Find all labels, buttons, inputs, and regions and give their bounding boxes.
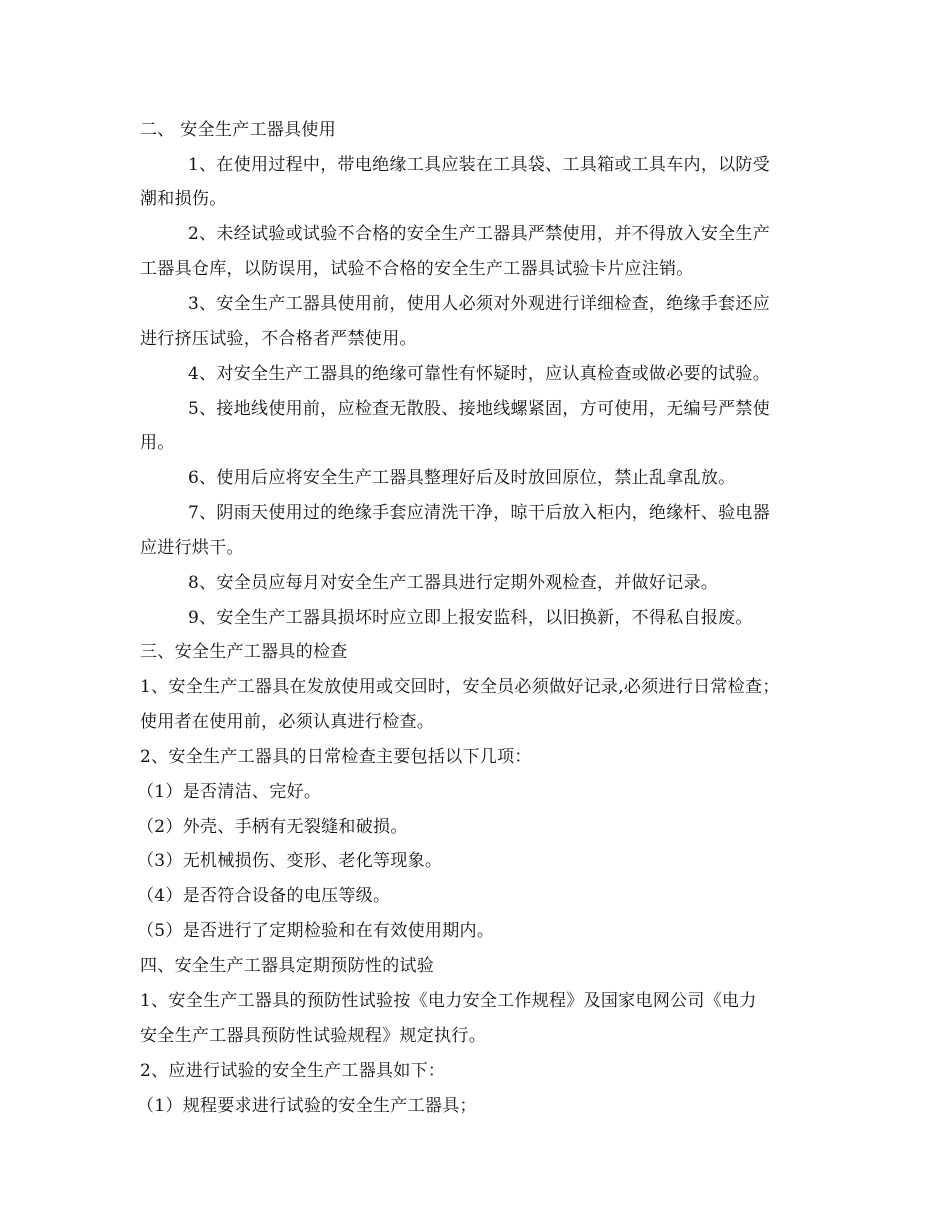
s2-item1-line1: 1、在使用过程中，带电绝缘工具应装在工具袋、工具箱或工具车内，以防受 [188, 155, 771, 175]
s2-item3-line1: 3、安全生产工器具使用前，使用人必须对外观进行详细检查，绝缘手套还应 [188, 294, 771, 314]
s2-item7-line1: 7、阴雨天使用过的绝缘手套应清洗干净，晾干后放入柜内，绝缘杆、验电器 [188, 503, 771, 523]
s3-p1-line1: 1、安全生产工器具在发放使用或交回时，安全员必须做好记录,必须进行日常检查； [140, 677, 780, 697]
s3-check-4: （4）是否符合设备的电压等级。 [137, 886, 391, 906]
s3-check-1: （1）是否清洁、完好。 [137, 782, 322, 802]
s3-p1-line2: 使用者在使用前，必须认真进行检查。 [140, 712, 435, 732]
s2-item3-line2: 进行挤压试验，不合格者严禁使用。 [140, 329, 417, 349]
s4-p1-line1: 1、安全生产工器具的预防性试验按《电力安全工作规程》及国家电网公司《电力 [140, 991, 757, 1011]
s2-item2-line1: 2、未经试验或试验不合格的安全生产工器具严禁使用，并不得放入安全生产 [188, 224, 771, 244]
s2-item2-line2: 工器具仓库，以防误用，试验不合格的安全生产工器具试验卡片应注销。 [140, 259, 694, 279]
s2-item5-line2: 用。 [140, 433, 175, 453]
s3-check-2: （2）外壳、手柄有无裂缝和破损。 [137, 817, 408, 837]
section2-heading: 二、 安全生产工器具使用 [140, 120, 337, 140]
s4-list-1: （1）规程要求进行试验的安全生产工器具； [137, 1096, 477, 1116]
s2-item6-line1: 6、使用后应将安全生产工器具整理好后及时放回原位，禁止乱拿乱放。 [188, 468, 736, 488]
section3-heading: 三、安全生产工器具的检查 [140, 642, 348, 662]
s3-check-5: （5）是否进行了定期检验和在有效使用期内。 [137, 921, 495, 941]
s2-item5-line1: 5、接地线使用前，应检查无散股、接地线螺紧固，方可使用，无编号严禁使 [188, 399, 771, 419]
section4-heading: 四、安全生产工器具定期预防性的试验 [140, 956, 435, 976]
s4-p2: 2、应进行试验的安全生产工器具如下： [140, 1061, 446, 1081]
s4-p1-line2: 安全生产工器具预防性试验规程》规定执行。 [140, 1026, 486, 1046]
s2-item7-line2: 应进行烘干。 [140, 538, 244, 558]
s2-item8-line1: 8、安全员应每月对安全生产工器具进行定期外观检查，并做好记录。 [188, 573, 719, 593]
s3-p2: 2、安全生产工器具的日常检查主要包括以下几项： [140, 747, 532, 767]
s2-item1-line2: 潮和损伤。 [140, 189, 227, 209]
s2-item4-line1: 4、对安全生产工器具的绝缘可靠性有怀疑时，应认真检查或做必要的试验。 [188, 364, 771, 384]
s2-item9-line1: 9、安全生产工器具损坏时应立即上报安监科，以旧换新，不得私自报废。 [188, 608, 753, 628]
s3-check-3: （3）无机械损伤、变形、老化等现象。 [137, 851, 443, 871]
